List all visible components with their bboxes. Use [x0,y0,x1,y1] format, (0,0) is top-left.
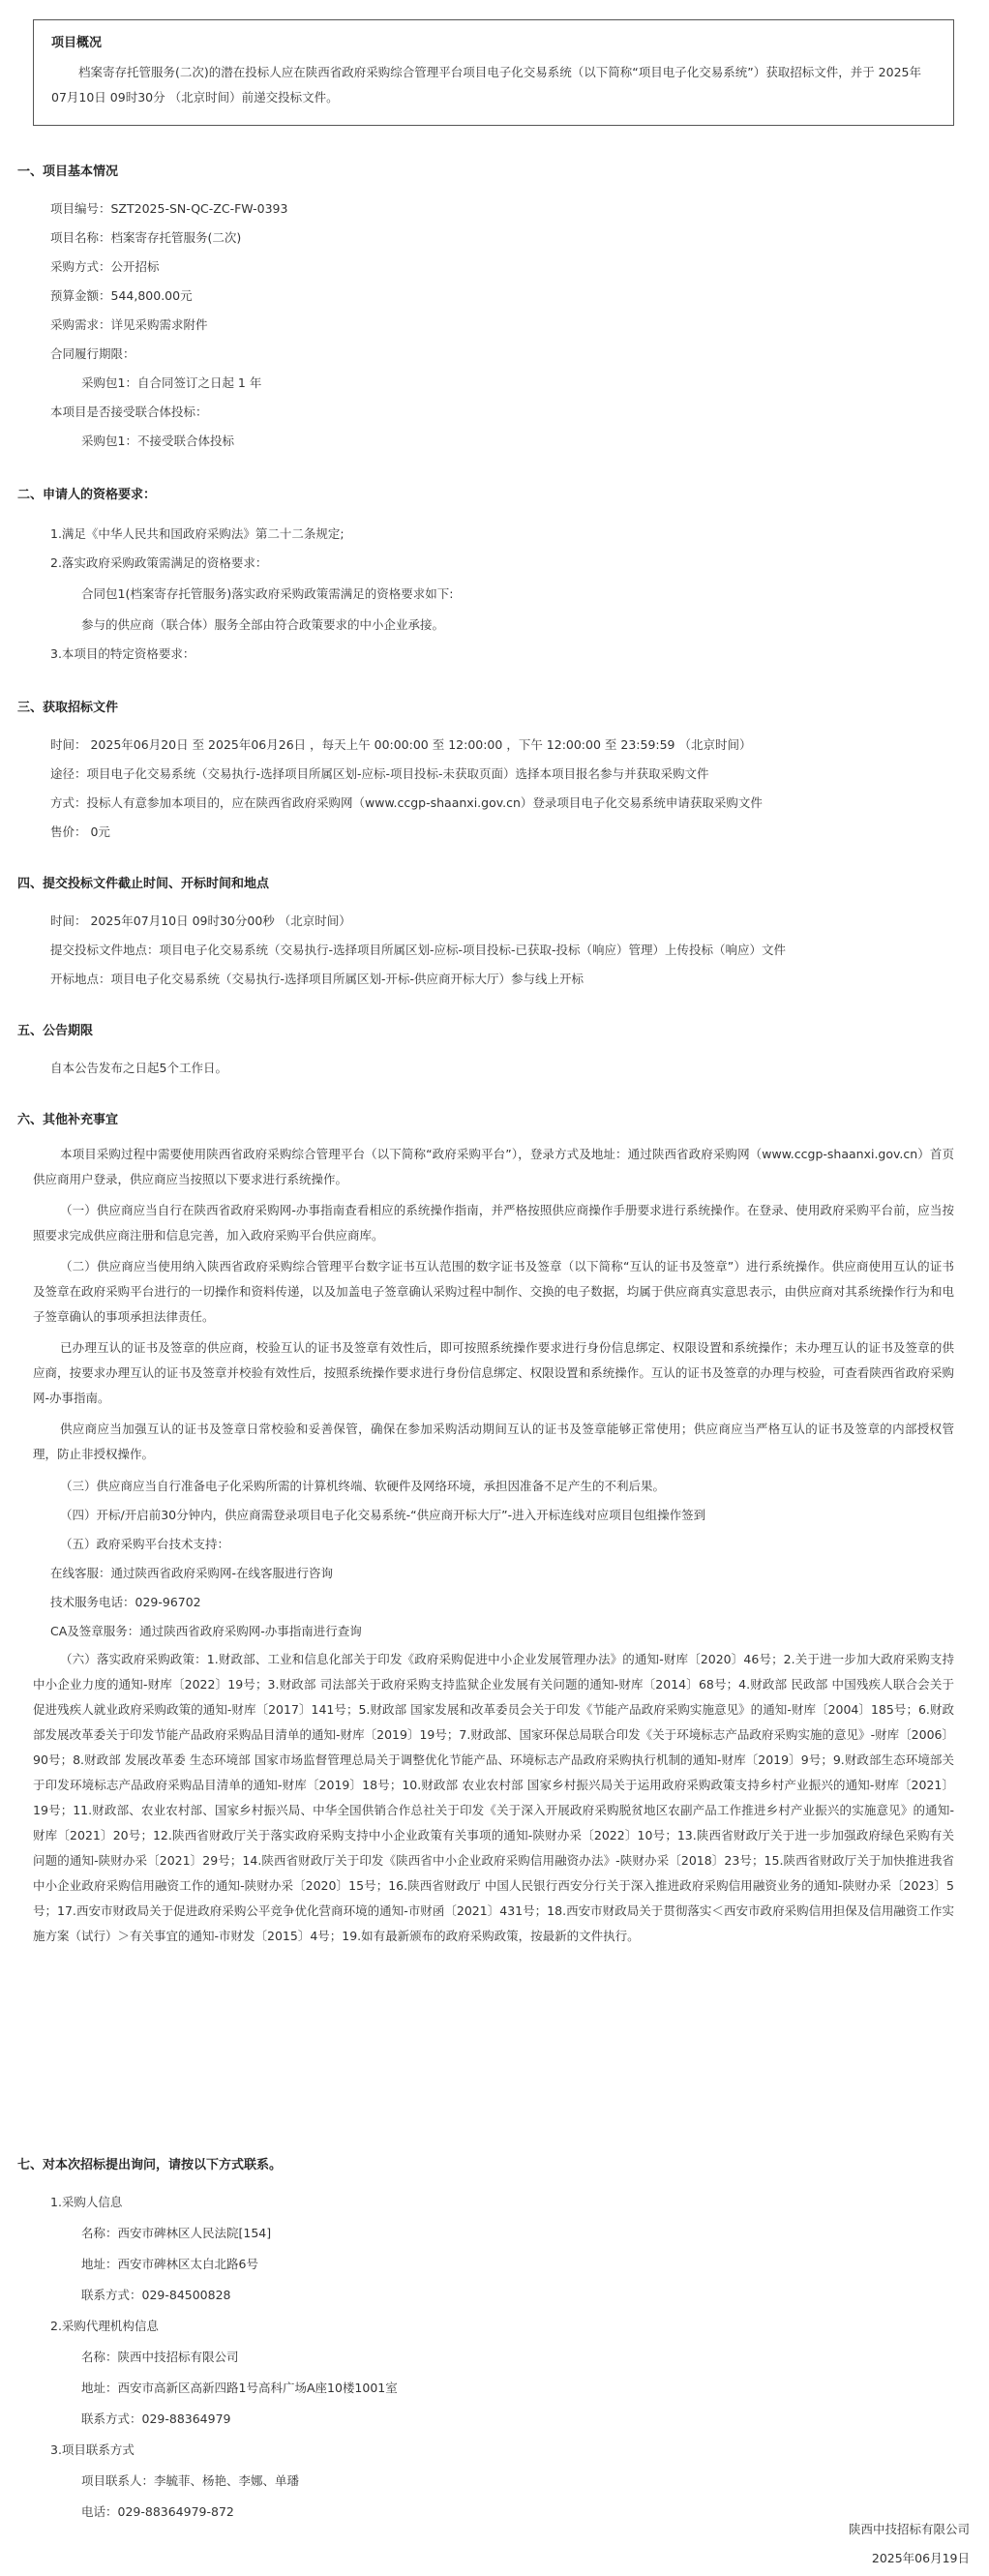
tech-support-phone: 技术服务电话：029-96702 [50,1595,201,1609]
signature-date: 2025年06月19日 [871,2551,970,2565]
agent-address: 地址：西安市高新区高新四路1号高科广场A座10楼1001室 [81,2381,398,2395]
buyer-phone: 联系方式：029-84500828 [81,2288,231,2302]
section-deadline-heading: 四、提交投标文件截止时间、开标时间和地点 [17,877,270,891]
project-name: 项目名称：档案寄存托管服务(二次) [50,230,242,245]
overview-text: 档案寄存托管服务(二次)的潜在投标人应在陕西省政府采购综合管理平台项目电子化交易系统（以下简称“项目电子化交易系统”）获取招标文件，并于 2025年07月10日 09时30分 （北京时间）前递交投标文件。 [51,65,921,105]
obtain-mode: 方式：投标人有意参加本项目的，应在陕西省政府采购网（www.ccgp-shaanxi.gov.cn）登录项目电子化交易系统申请获取采购文件 [50,795,763,810]
agent-name: 名称：陕西中技招标有限公司 [81,2350,239,2364]
overview-box [33,19,954,126]
joint-bid-value: 采购包1：不接受联合体投标 [81,434,234,448]
other-paragraph-8: （五）政府采购平台技术支持： [60,1537,230,1551]
contract-period-label: 合同履行期限： [50,346,135,361]
obtain-way: 途径：项目电子化交易系统（交易执行-选择项目所属区划-应标-项目投标-未获取页面）选择本项目报名参与并获取采购文件 [50,766,709,781]
qualification-line-1: 1.满足《中华人民共和国政府采购法》第二十二条规定; [50,526,345,541]
online-service: 在线客服：通过陕西省政府采购网-在线客服进行咨询 [50,1566,334,1580]
agent-info-heading: 2.采购代理机构信息 [50,2319,159,2333]
other-paragraph-2: （一）供应商应当自行在陕西省政府采购网-办事指南查看相应的系统操作指南，并严格按照供应商操作手册要求进行系统操作。在登录、使用政府采购平台前，应当按照要求完成供应商注册和信息完善，加入政府采购平台供应商库。 [33,1203,954,1243]
other-paragraph-7: （四）开标/开启前30分钟内，供应商需登录项目电子化交易系统-“供应商开标大厅”-进入开标连线对应项目包组操作签到 [60,1508,706,1522]
obtain-price: 售价： 0元 [50,824,110,839]
signature-org: 陕西中技招标有限公司 [848,2522,970,2536]
project-number: 项目编号：SZT2025-SN-QC-ZC-FW-0393 [50,201,288,216]
obtain-time: 时间： 2025年06月20日 至 2025年06月26日 ，每天上午 00:00:00 至 12:00:00 ，下午 12:00:00 至 23:59:59 （北京时间） [50,737,752,752]
section-basic-info-heading: 一、项目基本情况 [17,165,119,179]
buyer-info-heading: 1.采购人信息 [50,2195,123,2209]
other-paragraph-3: （二）供应商应当使用纳入陕西省政府采购综合管理平台数字证书互认范围的数字证书及签章（以下简称“互认的证书及签章”）进行系统操作。供应商使用互认的证书及签章在政府采购平台进行的一切操作和资料传递，以及加盖电子签章确认采购过程中制作、交换的电子数据，均属于供应商真实意思表示，由供应商对其系统操作行为和电子签章确认的事项承担法律责任。 [33,1259,954,1324]
qualification-line-2: 2.落实政府采购政策需满足的资格要求： [50,555,268,570]
project-contact-phone: 电话：029-88364979-872 [81,2504,234,2519]
deadline-time: 时间： 2025年07月10日 09时30分00秒 （北京时间） [50,914,351,928]
joint-bid-label: 本项目是否接受联合体投标： [50,404,208,419]
opening-location: 开标地点：项目电子化交易系统（交易执行-选择项目所属区划-开标-供应商开标大厅）参与线上开标 [50,972,584,986]
agent-phone: 联系方式：029-88364979 [81,2411,231,2426]
qualification-line-5: 3.本项目的特定资格要求： [50,646,195,661]
procurement-demand: 采购需求：详见采购需求附件 [50,317,208,332]
other-paragraph-4: 已办理互认的证书及签章的供应商，校验互认的证书及签章有效性后，即可按照系统操作要求进行身份信息绑定、权限设置和系统操作；未办理互认的证书及签章的供应商，按要求办理互认的证书及签章并校验有效性后，按照系统操作要求进行身份信息绑定、权限设置和系统操作。互认的证书及签章的办理与校验，可查看陕西省政府采购网-办事指南。 [33,1340,954,1405]
section-qualification-heading: 二、申请人的资格要求： [17,488,157,502]
other-paragraph-6: （三）供应商应当自行准备电子化采购所需的计算机终端、软硬件及网络环境，承担因准备不足产生的不利后果。 [60,1479,666,1493]
other-paragraph-5: 供应商应当加强互认的证书及签章日常校验和妥善保管，确保在参加采购活动期间互认的证书及签章能够正常使用；供应商应当严格互认的证书及签章的内部授权管理，防止非授权操作。 [33,1422,954,1461]
overview-title: 项目概况 [51,36,103,50]
project-contact-heading: 3.项目联系方式 [50,2442,135,2457]
section-obtain-docs-heading: 三、获取招标文件 [17,701,119,715]
project-contact-names: 项目联系人：李毓菲、杨艳、李娜、单璠 [81,2473,300,2488]
section-other-matters-heading: 六、其他补充事宜 [17,1113,119,1127]
notice-period-text: 自本公告发布之日起5个工作日。 [50,1061,227,1075]
buyer-name: 名称：西安市碑林区人民法院[154] [81,2226,272,2240]
qualification-line-4: 参与的供应商（联合体）服务全部由符合政策要求的中小企业承接。 [81,617,445,632]
section-contact-heading: 七、对本次招标提出询问，请按以下方式联系。 [17,2158,283,2172]
other-paragraph-1: 本项目采购过程中需要使用陕西省政府采购综合管理平台（以下简称“政府采购平台”），登录方式及地址：通过陕西省政府采购网（www.ccgp-shaanxi.gov.cn）首页供应商用户登录，供应商应当按照以下要求进行系统操作。 [33,1147,954,1186]
buyer-address: 地址：西安市碑林区太白北路6号 [81,2257,258,2271]
procurement-method: 采购方式：公开招标 [50,259,160,274]
qualification-line-3: 合同包1(档案寄存托管服务)落实政府采购政策需满足的资格要求如下: [81,586,454,601]
policy-paragraph: （六）落实政府采购政策：1.财政部、工业和信息化部关于印发《政府采购促进中小企业发展管理办法》的通知-财库〔2020〕46号；2.关于进一步加大政府采购支持中小企业力度的通知-财库〔2022〕19号；3.财政部 司法部关于政府采购支持监狱企业发展有关问题的通知-财库〔2014〕68号；4.财政部 民政部 中国残疾人联合会关于促进残疾人就业政府采购政策的通知-财库〔2017〕141号；5.财政部 国家发展和改革委员会关于印发《节能产品政府采购实施意见》的通知-财库〔2004〕185号；6.财政部发展改革委关于印发节能产品政府采购品目清单的通知-财库〔2019〕19号；7.财政部、国家环保总局联合印发《关于环境标志产品政府采购实施的意见》-财库〔2006〕90号；8.财政部 发展改革委 生态环境部 国家市场监督管理总局关于调整优化节能产品、环境标志产品政府采购执行机制的通知-财库〔2019〕9号；9.财政部生态环境部关于印发环境标志产品政府采购品目清单的通知-财库〔2019〕18号；10.财政部 农业农村部 国家乡村振兴局关于运用政府采购政策支持乡村产业振兴的通知-财库〔2021〕19号；11.财政部、农业农村部、国家乡村振兴局、中华全国供销合作总社关于印发《关于深入开展政府采购脱贫地区农副产品工作推进乡村产业振兴的实施意见》的通知-财库〔2021〕20号；12.陕西省财政厅关于落实政府采购支持中小企业政策有关事项的通知-陕财办采〔2022〕10号；13.陕西省财政厅关于进一步加强政府绿色采购有关问题的通知-陕财办采〔2021〕29号；14.陕西省财政厅关于印发《陕西省中小企业政府采购信用融资办法》-陕财办采〔2018〕23号；15.陕西省财政厅关于加快推进我省中小企业政府采购信用融资工作的通知-陕财办采〔2020〕15号；16.陕西省财政厅 中国人民银行西安分行关于深入推进政府采购信用融资业务的通知-陕财办采〔2023〕5号；17.西安市财政局关于促进政府采购公平竞争优化营商环境的通知-市财函〔2021〕431号；18.西安市财政局关于贯彻落实＜西安市政府采购信用担保及信用融资工作实施方案（试行）＞有关事宜的通知-市财发〔2015〕4号；19.如有最新颁布的政府采购政策，按最新的文件执行。 [33,1652,954,1943]
submit-location: 提交投标文件地点：项目电子化交易系统（交易执行-选择项目所属区划-应标-项目投标-已获取-投标（响应）管理）上传投标（响应）文件 [50,943,787,957]
section-notice-period-heading: 五、公告期限 [17,1024,94,1038]
contract-period-value: 采购包1：自合同签订之日起 1 年 [81,375,262,390]
ca-signature-service: CA及签章服务：通过陕西省政府采购网-办事指南进行查询 [50,1624,362,1638]
budget-amount: 预算金额：544,800.00元 [50,288,193,303]
